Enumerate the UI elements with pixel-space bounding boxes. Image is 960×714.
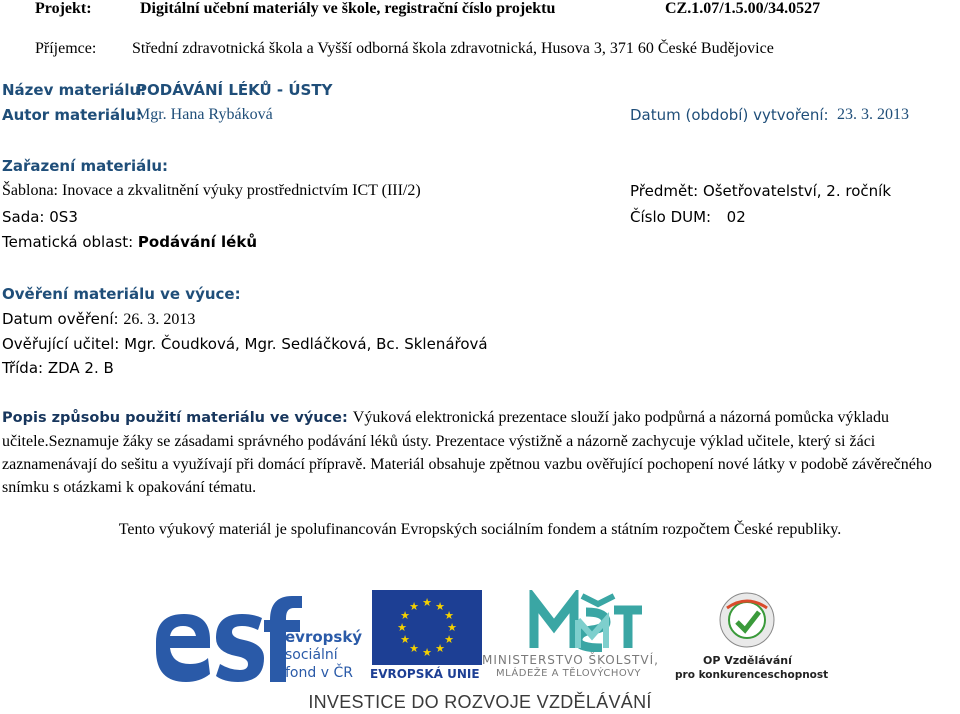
svg-text:★: ★ <box>409 642 419 655</box>
svg-text:★: ★ <box>444 633 454 646</box>
eu-flag-icon <box>372 590 482 665</box>
prijemce-label: Příjemce: <box>35 40 97 57</box>
svg-text:★: ★ <box>400 633 410 646</box>
oblast-value: Podávání léků <box>137 233 257 251</box>
svg-text:★: ★ <box>435 600 445 613</box>
predmet-row <box>630 182 891 200</box>
esf-line1: evropský <box>285 628 363 646</box>
projekt-number: CZ.1.07/1.5.00/34.0527 <box>665 0 821 17</box>
prijemce-value: Střední zdravotnická škola a Vyšší odborná škola zdravotnická, Husova 3, 371 60 České Budějovice <box>132 40 774 57</box>
msmt-line1: MINISTERSTVO ŠKOLSTVÍ, <box>482 653 659 667</box>
eu-logo <box>370 590 485 685</box>
autor-label: Autor materiálu: <box>2 106 142 124</box>
projekt-label: Projekt: <box>35 0 92 17</box>
op-line1: OP Vzdělávání <box>703 654 792 667</box>
svg-text:★: ★ <box>422 596 432 609</box>
predmet-value: Ošetřovatelství, 2. ročník <box>702 182 892 200</box>
overeni-datum-label: Datum ověření: <box>2 310 119 328</box>
datum-vytvoreni-value: 23. 3. 2013 <box>837 106 909 123</box>
esf-line2: sociální <box>285 647 338 663</box>
op-logo <box>675 590 829 685</box>
sada-row <box>2 208 78 226</box>
oblast-label: Tematická oblast: <box>2 233 134 251</box>
predmet-label: Předmět: <box>630 182 699 200</box>
msmt-line2: MLÁDEŽE A TĚLOVÝCHOVY <box>496 668 642 679</box>
overeni-trida-value: ZDA 2. B <box>47 359 114 377</box>
oblast-row <box>2 233 257 251</box>
cislo-dum-label: Číslo DUM: <box>630 208 712 226</box>
svg-text:★: ★ <box>409 600 419 613</box>
popis-label: Popis způsobu použití materiálu ve výuce: <box>2 410 348 426</box>
svg-text:★: ★ <box>422 646 432 659</box>
op-line2: pro konkurenceschopnost <box>675 669 829 681</box>
cislo-dum-row <box>630 208 746 226</box>
sada-label: Sada: <box>2 208 45 226</box>
sablona-label: Šablona: <box>2 182 58 199</box>
overeni-trida-row <box>2 359 114 377</box>
nazev-label: Název materiálu: <box>2 81 147 99</box>
sablona-row <box>2 182 421 200</box>
overeni-ucitel-value: Mgr. Čoudková, Mgr. Sedláčková, Bc. Sklenářová <box>124 335 488 353</box>
investice-slogan: INVESTICE DO ROZVOJE VZDĚLÁVÁNÍ <box>308 692 652 712</box>
overeni-heading: Ověření materiálu ve výuce: <box>2 285 241 303</box>
projekt-value: Digitální učební materiály ve škole, registrační číslo projektu <box>140 0 556 17</box>
overeni-ucitel-row <box>2 335 488 353</box>
overeni-ucitel-label: Ověřující učitel: <box>2 335 120 353</box>
overeni-datum-value: 26. 3. 2013 <box>123 311 196 328</box>
esf-line3: fond v ČR <box>285 665 353 681</box>
popis-text: Výuková elektronická prezentace slouží jako podpůrná a názorná pomůcka výkladu učitele.Seznamuje žáky se zásadami správného podávání léků ústy. Prezentace výstižně a názorně zachycuje výklad učitele, který si žáci zaznamenávají do sešitu a využívají při domácí přípravě. Materiál obsahuje zpětnou vazbu ověřující pochopení nové látky v podobě závěrečného snímku s otázkami k opakování tématu. <box>2 409 932 496</box>
svg-text:★: ★ <box>397 621 407 634</box>
msmt-logo <box>482 590 667 685</box>
msmt-mark-icon <box>482 590 667 652</box>
popis-paragraph <box>2 406 958 499</box>
svg-text:★: ★ <box>435 642 445 655</box>
cislo-dum-value: 02 <box>726 208 746 226</box>
overeni-trida-label: Třída: <box>2 359 44 377</box>
sablona-value: Inovace a zkvalitnění výuky prostřednictvím ICT (III/2) <box>62 182 421 199</box>
esf-logo <box>150 590 363 685</box>
nazev-value: PODÁVÁNÍ LÉKŮ - ÚSTY <box>136 81 333 99</box>
op-seal-icon <box>717 590 777 650</box>
overeni-datum-row <box>2 310 195 329</box>
autor-value: Mgr. Hana Rybáková <box>136 106 273 123</box>
svg-text:★: ★ <box>447 621 457 634</box>
eu-label: EVROPSKÁ UNIE <box>370 667 480 681</box>
datum-vytvoreni-label: Datum (období) vytvoření: <box>630 106 829 124</box>
svg-text:★: ★ <box>444 609 454 622</box>
zarazeni-heading: Zařazení materiálu: <box>2 157 169 175</box>
financing-note: Tento výukový materiál je spolufinancován Evropských sociálním fondem a státním rozpočtem České republiky. <box>118 521 842 538</box>
sada-value: 0S3 <box>49 208 78 226</box>
svg-text:★: ★ <box>400 609 410 622</box>
